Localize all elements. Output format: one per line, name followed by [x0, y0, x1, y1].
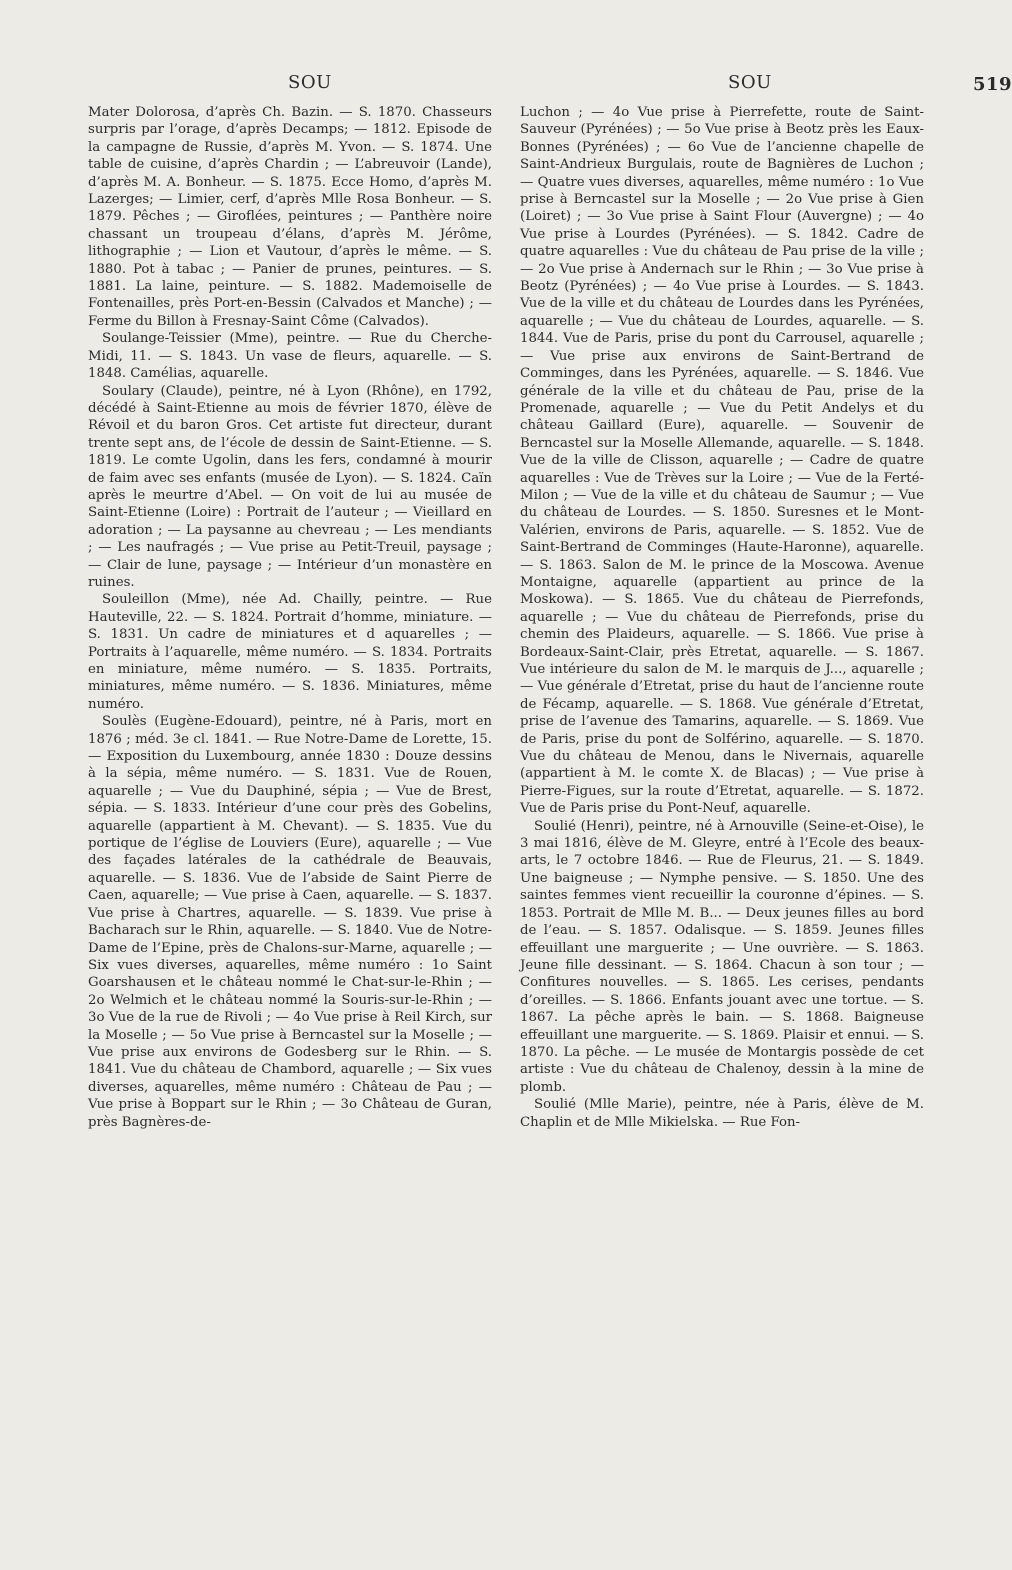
column-divider [506, 104, 507, 1484]
page-number: 519 [973, 74, 1012, 95]
entry-paragraph: Soulary (Claude), peintre, né à Lyon (Rhône), en 1792, décédé à Saint-Etienne au mois de février 1870, élève de Révoil et du baron Gros. Cet artiste fut directeur, durant trente sept ans, de l’école de dessin de Saint-Etienne. — S. 1819. Le comte Ugolin, dans les fers, condamné à mourir de faim avec ses enfants (musée de Lyon). — S. 1824. Caïn après le meurtre d’Abel. — On voit de lui au musée de Saint-Etienne (Loire) : Portrait de l’auteur ; — Vieillard en adoration ; — La paysanne au chevreau ; — Les mendiants ; — Les naufragés ; — Vue prise au Petit-Treuil, paysage ; — Clair de lune, paysage ; — Intérieur d’un monastère en ruines. [88, 383, 492, 590]
running-header [88, 68, 1012, 96]
right-column [520, 104, 924, 1131]
entry-paragraph: Luchon ; — 4o Vue prise à Pierrefette, route de Saint-Sauveur (Pyrénées) ; — 5o Vue prise à Beotz près les Eaux-Bonnes (Pyrénées) ; — 6o Vue de l’ancienne chapelle de Saint-Andrieux Burgulais, route de Bagnières de Luchon ; — Quatre vues diverses, aquarelles, même numéro : 1o Vue prise à Berncastel sur la Moselle ; — 2o Vue prise à Gien (Loiret) ; — 3o Vue prise à Saint Flour (Auvergne) ; — 4o Vue prise à Lourdes (Pyrénées). — S. 1842. Cadre de quatre aquarelles : Vue du château de Pau prise de la ville ; — 2o Vue prise à Andernach sur le Rhin ; — 3o Vue prise à Beotz (Pyrénées) ; — 4o Vue prise à Lourdes. — S. 1843. Vue de la ville et du château de Lourdes dans les Pyrénées, aquarelle ; — Vue du château de Lourdes, aquarelle. — S. 1844. Vue de Paris, prise du pont du Carrousel, aquarelle ; — Vue prise aux environs de Saint-Bertrand de Comminges, dans les Pyrénées, aquarelle. — S. 1846. Vue générale de la ville et du château de Pau, prise de la Promenade, aquarelle ; — Vue du Petit Andelys et du château Gaillard (Eure), aquarelle. — Souvenir de Berncastel sur la Moselle Allemande, aquarelle. — S. 1848. Vue de la ville de Clisson, aquarelle ; — Cadre de quatre aquarelles : Vue de Trèves sur la Loire ; — Vue de la Ferté-Milon ; — Vue de la ville et du château de Saumur ; — Vue du château de Lourdes. — S. 1850. Suresnes et le Mont-Valérien, environs de Paris, aquarelle. — S. 1852. Vue de Saint-Bertrand de Comminges (Haute-Haronne), aquarelle. — S. 1863. Salon de M. le prince de la Moscowa. Avenue Montaigne, aquarelle (appartient au prince de la Moskowa). — S. 1865. Vue du château de Pierrefonds, aquarelle ; — Vue du château de Pierrefonds, prise du chemin des Plaideurs, aquarelle. — S. 1866. Vue prise à Bordeaux-Saint-Clair, près Etretat, aquarelle. — S. 1867. Vue intérieure du salon de M. le marquis de J..., aquarelle ; — Vue générale d’Etretat, prise du haut de l’ancienne route de Fécamp, aquarelle. — S. 1868. Vue générale d’Etretat, prise de l’avenue des Tamarins, aquarelle. — S. 1869. Vue de Paris, prise du pont de Solférino, aquarelle. — S. 1870. Vue du château de Menou, dans le Nivernais, aquarelle (appartient à M. le comte X. de Blacas) ; — Vue prise à Pierre-Figues, sur la route d’Etretat, aquarelle. — S. 1872. Vue de Paris prise du Pont-Neuf, aquarelle. [520, 105, 924, 817]
entry-paragraph: Souleillon (Mme), née Ad. Chailly, peintre. — Rue Hauteville, 22. — S. 1824. Portrait d’homme, miniature. — S. 1831. Un cadre de miniatures et d aquarelles ; — Portraits à l’aquarelle, même numéro. — S. 1834. Portraits en miniature, même numéro. — S. 1835. Portraits, miniatures, même numéro. — S. 1836. Miniatures, même numéro. [88, 592, 492, 712]
right-running-head: SOU [728, 72, 772, 93]
entry-paragraph: Mater Dolorosa, d’après Ch. Bazin. — S. 1870. Chasseurs surpris par l’orage, d’après Decamps; — 1812. Episode de la campagne de Russie, d’après M. Yvon. — S. 1874. Une table de cuisine, d’après Chardin ; — L’abreuvoir (Lande), d’après M. A. Bonheur. — S. 1875. Ecce Homo, d’après M. Lazerges; — Limier, cerf, d’après Mlle Rosa Bonheur. — S. 1879. Pêches ; — Giroflées, peintures ; — Panthère noire chassant un troupeau d’élans, d’après M. Jérôme, lithographie ; — Lion et Vautour, d’après le même. — S. 1880. Pot à tabac ; — Panier de prunes, peintures. — S. 1881. La laine, peinture. — S. 1882. Mademoiselle de Fontenailles, près Port-en-Bessin (Calvados et Manche) ; — Ferme du Billon à Fresnay-Saint Côme (Calvados). [88, 105, 492, 329]
left-running-head: SOU [288, 72, 332, 93]
left-column [88, 104, 492, 1131]
entry-paragraph: Soulès (Eugène-Edouard), peintre, né à Paris, mort en 1876 ; méd. 3e cl. 1841. — Rue Notre-Dame de Lorette, 15. — Exposition du Luxembourg, année 1830 : Douze dessins à la sépia, même numéro. — S. 1831. Vue de Rouen, aquarelle ; — Vue du Dauphiné, sépia ; — Vue de Brest, sépia. — S. 1833. Intérieur d’une cour près des Gobelins, aquarelle (appartient à M. Chevant). — S. 1835. Vue du portique de l’église de Louviers (Eure), aquarelle ; — Vue des façades latérales de la cathédrale de Beauvais, aquarelle. — S. 1836. Vue de l’abside de Saint Pierre de Caen, aquarelle; — Vue prise à Caen, aquarelle. — S. 1837. Vue prise à Chartres, aquarelle. — S. 1839. Vue prise à Bacharach sur le Rhin, aquarelle. — S. 1840. Vue de Notre-Dame de l’Epine, près de Chalons-sur-Marne, aquarelle ; — Six vues diverses, aquarelles, même numéro : 1o Saint Goarshausen et le château nommé le Chat-sur-le-Rhin ; — 2o Welmich et le château nommé la Souris-sur-le-Rhin ; — 3o Vue de la rue de Rivoli ; — 4o Vue prise à Reil Kirch, sur la Moselle ; — 5o Vue prise à Berncastel sur la Moselle ; — Vue prise aux environs de Godesberg sur le Rhin. — S. 1841. Vue du château de Chambord, aquarelle ; — Six vues diverses, aquarelles, même numéro : Château de Pau ; — Vue prise à Boppart sur le Rhin ; — 3o Château de Guran, près Bagnères-de- [88, 714, 492, 1130]
entry-paragraph: Soulié (Mlle Marie), peintre, née à Paris, élève de M. Chaplin et de Mlle Mikielska. — Rue Fon- [520, 1097, 924, 1130]
entry-paragraph: Soulié (Henri), peintre, né à Arnouville (Seine-et-Oise), le 3 mai 1816, élève de M. Gleyre, entré à l’Ecole des beaux-arts, le 7 octobre 1846. — Rue de Fleurus, 21. — S. 1849. Une baigneuse ; — Nymphe pensive. — S. 1850. Une des saintes femmes vient recueillir la couronne d’épines. — S. 1853. Portrait de Mlle M. B... — Deux jeunes filles au bord de l’eau. — S. 1857. Odalisque. — S. 1859. Jeunes filles effeuillant une marguerite ; — Une ouvrière. — S. 1863. Jeune fille dessinant. — S. 1864. Chacun à son tour ; — Confitures nouvelles. — S. 1865. Les cerises, pendants d’oreilles. — S. 1866. Enfants jouant avec une tortue. — S. 1867. La pêche après le bain. — S. 1868. Baigneuse effeuillant une marguerite. — S. 1869. Plaisir et ennui. — S. 1870. La pêche. — Le musée de Montargis possède de cet artiste : Vue du château de Chalenoy, dessin à la mine de plomb. [520, 818, 924, 1095]
entry-paragraph: Soulange-Teissier (Mme), peintre. — Rue du Cherche-Midi, 11. — S. 1843. Un vase de fleurs, aquarelle. — S. 1848. Camélias, aquarelle. [88, 331, 492, 382]
